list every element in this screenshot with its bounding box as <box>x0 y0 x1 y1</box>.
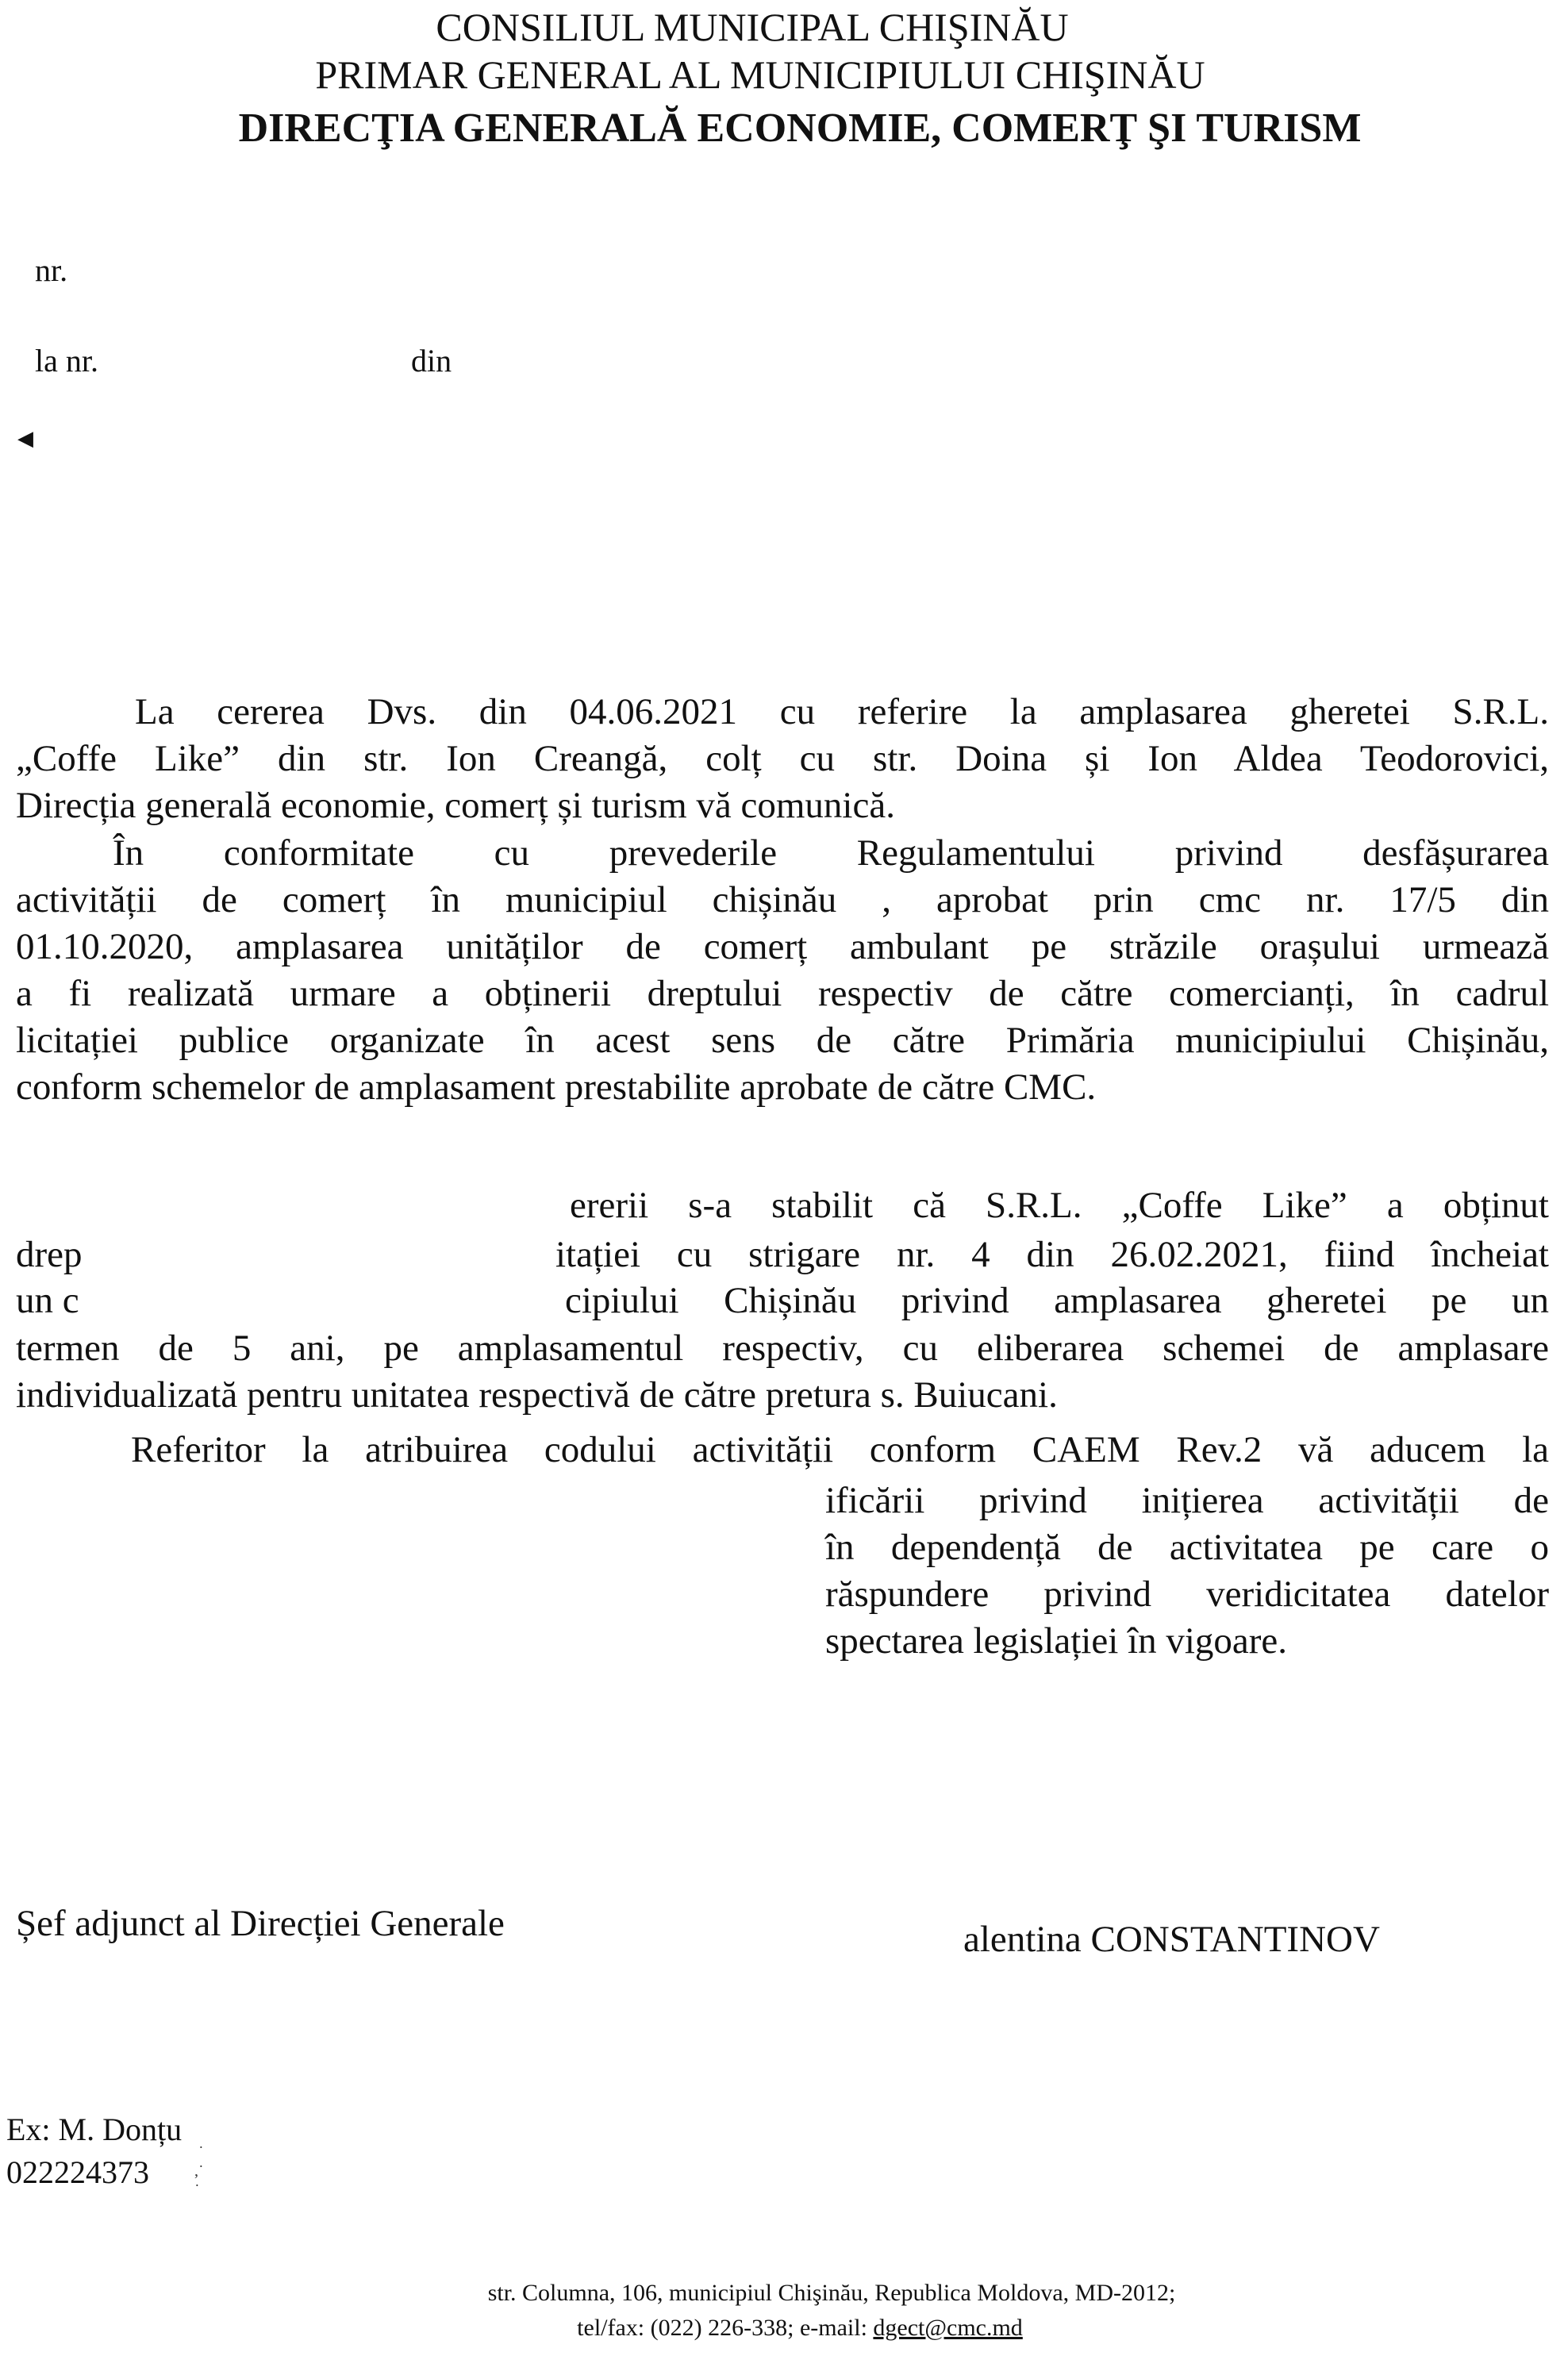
footer-address: str. Columna, 106, municipiul Chişinău, Republica Moldova, MD-2012; <box>487 2280 1176 2306</box>
reference-nr-label: nr. <box>35 252 68 288</box>
redacted-line-left: un c <box>16 1280 79 1321</box>
redacted-line-right: ererii s-a stabilit că S.R.L. „Coffe Like” a obținut <box>570 1185 1549 1226</box>
executor-phone: 022224373 <box>6 2154 149 2190</box>
text-line: individualizată pentru unitatea respectivă de către pretura s. Buiucani. <box>16 1374 1058 1416</box>
signatory-title: Șef adjunct al Direcției Generale <box>16 1903 505 1944</box>
footer-contact <box>16 2314 1568 2342</box>
text-line: activității de comerț în municipiul chișinău , aprobat prin cmc nr. 17/5 din <box>16 879 1549 920</box>
text-line: spectarea legislației în vigoare. <box>825 1620 1288 1662</box>
scan-speck-mark: ◀ <box>17 427 33 450</box>
footer-email-link[interactable]: dgect@cmc.md <box>873 2315 1023 2341</box>
executor-name: Ex: M. Donțu <box>6 2112 183 2147</box>
redacted-line-right: itației cu strigare nr. 4 din 26.02.2021, fiind încheiat <box>555 1234 1549 1275</box>
footer-contact-text: tel/fax: (022) 226-338; e-mail: <box>577 2315 874 2341</box>
text-line: a fi realizată urmare a obținerii dreptului respectiv de către comercianți, în cadrul <box>16 973 1549 1014</box>
paragraph-caem <box>16 1427 1549 1474</box>
header-council: CONSILIUL MUNICIPAL CHIŞINĂU <box>436 5 1069 49</box>
text-line: În conformitate cu prevederile Regulamentului privind desfășurarea <box>113 832 1549 874</box>
signatory-name: alentina CONSTANTINOV <box>963 1919 1380 1960</box>
redacted-line-left: drep <box>16 1234 83 1275</box>
text-line: licitației publice organizate în acest sens de către Primăria municipiului Chișinău, <box>16 1020 1549 1061</box>
text-line: Referitor la atribuirea codului activității conform CAEM Rev.2 vă aducem la <box>131 1429 1549 1470</box>
paragraph-contract <box>16 1325 1549 1419</box>
reference-la-nr-label: la nr. <box>35 343 98 379</box>
text-line: ificării privind inițierea activității de <box>825 1480 1549 1521</box>
text-line: 01.10.2020, amplasarea unităților de comerț ambulant pe străzile orașului urmează <box>16 926 1549 967</box>
redacted-line-right: cipiului Chișinău privind amplasarea gheretei pe un <box>565 1280 1549 1321</box>
text-line: Direcția generală economie, comerț și turism vă comunică. <box>16 785 895 826</box>
text-line: „Coffe Like” din str. Ion Creangă, colț cu str. Doina și Ion Aldea Teodorovici, <box>16 738 1549 779</box>
text-line: în dependență de activitatea pe care o <box>825 1527 1549 1568</box>
header-mayor: PRIMAR GENERAL AL MUNICIPIULUI CHIŞINĂU <box>315 52 1205 97</box>
redacted-block-right <box>825 1478 1549 1665</box>
header-directorate: DIRECŢIA GENERALĂ ECONOMIE, COMERŢ ŞI TURISM <box>238 106 1362 151</box>
text-line: termen de 5 ani, pe amplasamentul respectiv, cu eliberarea schemei de amplasare <box>16 1328 1549 1369</box>
text-line: conform schemelor de amplasament prestabilite aprobate de către CMC. <box>16 1066 1097 1108</box>
reference-din-label: din <box>411 343 452 379</box>
text-line: La cererea Dvs. din 04.06.2021 cu referire la amplasarea gheretei S.R.L. <box>135 691 1549 732</box>
paragraph-regulation <box>16 830 1549 1111</box>
text-line: răspundere privind veridicitatea datelor <box>825 1574 1549 1615</box>
scan-noise-marks: ˙ ,˙ ˙ <box>190 2143 204 2199</box>
paragraph-request <box>16 689 1549 829</box>
